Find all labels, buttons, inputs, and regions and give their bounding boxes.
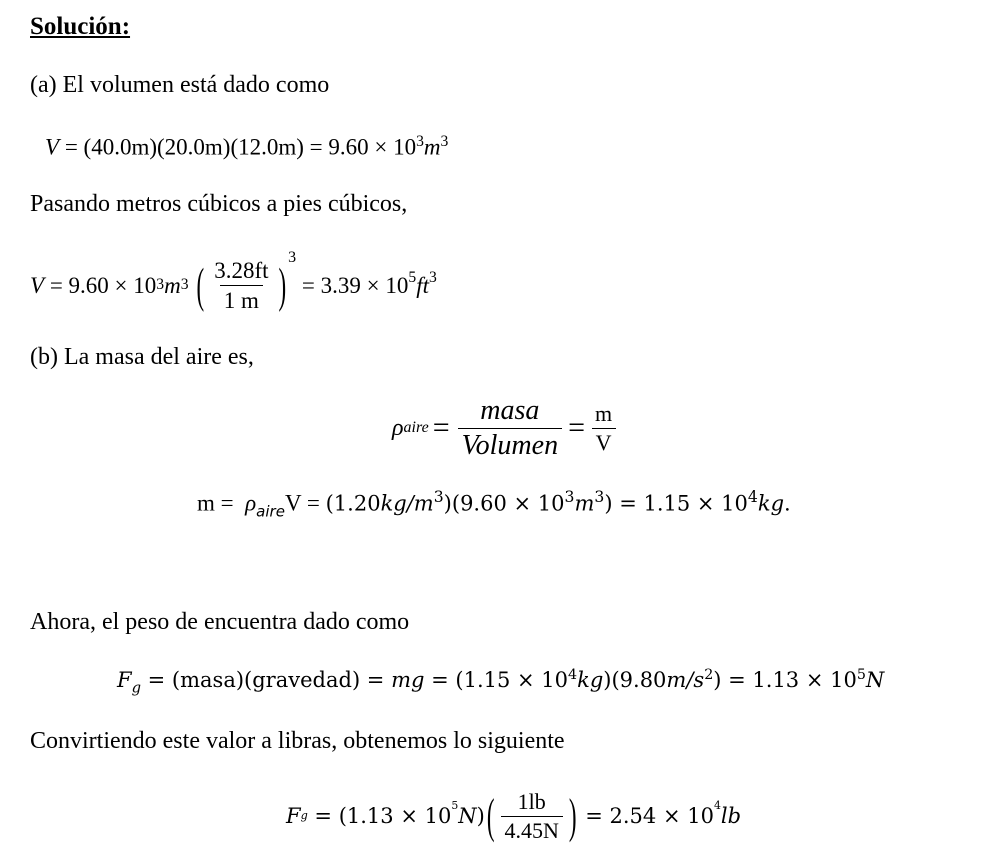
eq6-rparen: ) (568, 789, 577, 843)
eq3-frac-num: masa (480, 394, 540, 426)
eq2-pre: = 9.60 × 10 (49, 272, 157, 298)
eq2-post-unit: ft (416, 272, 429, 298)
eq1-exp: 3 (416, 133, 424, 150)
eq6-pre: = (1.13 × 10 (307, 803, 452, 828)
eq4-paren2-unit-exp: 3 (594, 487, 605, 506)
volume-equation (45, 134, 448, 159)
eq5-close2: ) = 1.13 × 10 (713, 667, 857, 692)
eq3-equals: = (432, 411, 450, 444)
pounds-equation (286, 785, 741, 847)
eq6-frac-num: 1lb (517, 788, 546, 814)
eq5-N: N (865, 667, 885, 692)
eq5-exp2: 2 (704, 667, 714, 683)
eq4-paren2-unit: m (574, 491, 595, 516)
mass-equation (197, 489, 791, 520)
eq3-rho-sub: aire (403, 419, 429, 436)
eq4-paren1-unit: kg/m (380, 491, 434, 516)
density-equation (392, 393, 620, 463)
eq2-outer-exp: 3 (288, 249, 297, 266)
eq4-result-exp: 4 (747, 487, 758, 506)
eq1-rhs: = (40.0m)(20.0m)(12.0m) = 9.60 × 10 (64, 134, 417, 160)
eq2-pre-unit: m (164, 272, 181, 298)
eq4-lhs: m = (197, 490, 234, 516)
eq1-lhs: V (45, 134, 60, 160)
eq6-pre-close: ) (476, 803, 485, 828)
conversion-intro: Pasando metros cúbicos a pies cúbicos, (30, 191, 408, 217)
eq5-mid: = (masa)(gravedad) = (140, 667, 392, 692)
eq4-paren1-exp: 3 (433, 487, 444, 506)
weight-equation (117, 668, 884, 696)
weight-intro: Ahora, el peso de encuentra dado como (30, 609, 410, 635)
eq5-lhs: F (117, 667, 132, 692)
eq4-result-unit: kg (757, 491, 785, 516)
eq6-lhs: F (286, 803, 301, 828)
eq2-frac-num: 3.28ft (214, 257, 269, 283)
eq4-v: V = (284, 490, 326, 516)
eq6-lhs-sub: g (300, 809, 308, 823)
eq4-paren2-close: ) (604, 491, 613, 516)
eq6-pre-exp: 5 (451, 799, 459, 812)
eq1-unit-exp: 3 (440, 133, 449, 150)
eq2-fraction (210, 259, 272, 312)
eq3-frac2-num: m (595, 400, 613, 426)
eq5-mg: mg (391, 667, 425, 692)
eq2-post: = 3.39 × 10 (301, 272, 409, 298)
eq5-exp1: 4 (568, 667, 578, 683)
eq2-lhs: V (30, 272, 45, 298)
eq2-pre-unit-exp: 3 (180, 276, 189, 294)
volume-conversion-equation (30, 249, 437, 318)
eq3-frac-den: Volumen (458, 428, 562, 460)
eq2-rparen: ) (278, 258, 287, 312)
eq2-frac-den: 1 m (220, 285, 263, 312)
eq4-paren1-close: ) (443, 491, 452, 516)
eq6-post-exp: 4 (713, 799, 721, 812)
eq6-fraction (501, 788, 563, 843)
eq3-frac2-den: V (592, 428, 616, 454)
eq5-close1: )(9.80 (603, 667, 667, 692)
eq2-lparen: ( (196, 258, 205, 312)
eq6-lparen: ( (486, 789, 495, 843)
eq3-equals-2: = (568, 411, 585, 444)
eq6-post-unit: lb (720, 803, 742, 828)
eq3-fraction-2 (591, 400, 616, 455)
solution-heading: Solución: (30, 13, 131, 40)
eq3-fraction (458, 394, 562, 461)
eq5-eq: = (1.15 × 10 (424, 667, 569, 692)
eq5-lhs-sub: g (131, 679, 141, 697)
eq5-ms: m/s (666, 667, 705, 692)
eq4-result: = 1.15 × 10 (612, 491, 748, 516)
eq5-exp3: 5 (856, 667, 866, 683)
eq1-unit: m (423, 134, 441, 160)
eq2-post-unit-exp: 3 (428, 269, 437, 286)
eq3-rho: ρ (392, 415, 404, 441)
eq4-result-end: . (784, 491, 791, 516)
eq6-frac-den: 4.45N (501, 816, 563, 842)
eq2-post-exp: 5 (408, 269, 417, 286)
eq4-paren2-exp: 3 (564, 487, 575, 506)
eq4-paren2: (9.60 × 10 (451, 491, 565, 516)
part-b-intro: (b) La masa del aire es, (30, 344, 254, 370)
eq6-post: = 2.54 × 10 (578, 803, 714, 828)
eq2-pre-exp: 3 (156, 276, 165, 294)
eq4-rho: ρ (245, 490, 257, 516)
eq6-pre-N: N (458, 803, 477, 828)
eq4-rho-sub: aire (256, 502, 285, 521)
part-a-intro: (a) El volumen está dado como (30, 72, 330, 98)
eq5-kg: kg (577, 667, 604, 692)
pounds-intro: Convirtiendo este valor a libras, obtenemos lo siguiente (30, 728, 565, 754)
eq4-paren1: (1.20 (325, 491, 381, 516)
